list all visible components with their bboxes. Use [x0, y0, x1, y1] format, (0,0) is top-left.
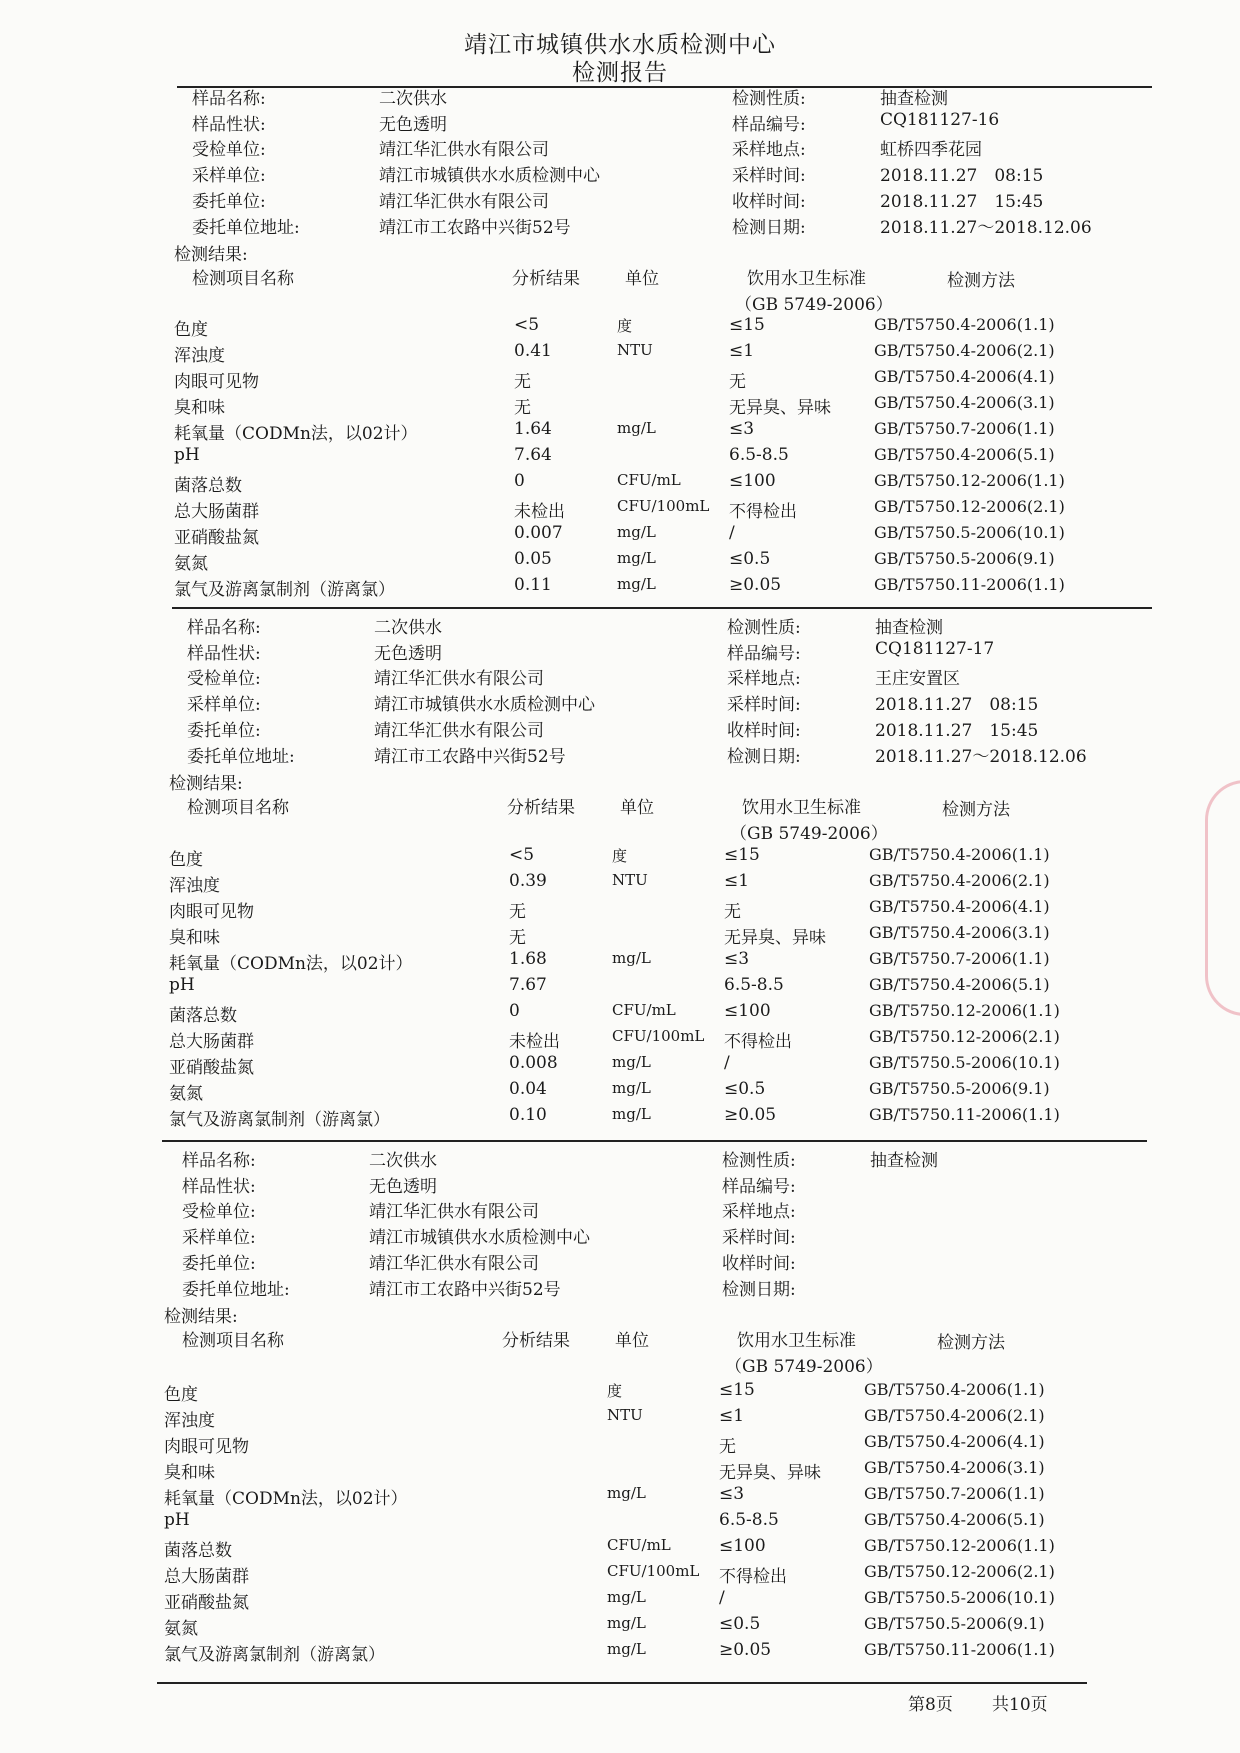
cell-method: GB/T5750.4-2006(3.1) [864, 1458, 1045, 1477]
cell-method: GB/T5750.7-2006(1.1) [869, 949, 1050, 968]
label-client-address: 委托单位地址: [187, 746, 295, 767]
col-header-item: 检测项目名称 [182, 1331, 284, 1351]
cell-standard: 无异臭、异味 [724, 928, 826, 948]
cell-result: 0.04 [509, 1079, 547, 1099]
cell-result: 0.11 [514, 575, 552, 595]
value-sampling-unit: 靖江市城镇供水水质检测中心 [379, 166, 600, 187]
cell-item-name: 耗氧量（CODMn法，以02计） [164, 1489, 408, 1509]
label-client-unit: 委托单位: [187, 720, 261, 741]
col-header-unit: 单位 [620, 798, 654, 818]
cell-standard: ≤1 [719, 1406, 745, 1426]
cell-method: GB/T5750.5-2006(9.1) [874, 549, 1055, 568]
cell-result: 未检出 [509, 1032, 560, 1052]
table-row [174, 497, 1174, 521]
cell-method: GB/T5750.12-2006(2.1) [874, 497, 1065, 516]
sample-info-row [167, 742, 1167, 766]
cell-unit: mg/L [612, 1105, 651, 1123]
sample-info-row [172, 135, 1172, 159]
label-sample-name: 样品名称: [182, 1151, 256, 1171]
value-client-address: 靖江市工农路中兴街52号 [379, 217, 571, 238]
col-header-std-code: （GB 5749-2006） [730, 824, 888, 844]
cell-standard: 无 [729, 372, 746, 392]
cell-method: GB/T5750.5-2006(10.1) [864, 1588, 1055, 1607]
label-receipt-time: 收样时间: [722, 1253, 796, 1274]
cell-result: 0.008 [509, 1053, 558, 1073]
cell-item-name: 耗氧量（CODMn法，以02计） [174, 424, 418, 444]
cell-item-name: 氨氮 [174, 554, 208, 574]
sample-info-row [167, 639, 1167, 663]
label-sample-no: 样品编号: [727, 643, 801, 664]
label-sample-no: 样品编号: [732, 114, 806, 135]
cell-result: 7.64 [514, 445, 552, 465]
value-client-unit: 靖江华汇供水有限公司 [374, 720, 544, 741]
cell-standard: / [729, 523, 735, 543]
cell-item-name: pH [169, 975, 195, 995]
table-row [169, 845, 1169, 869]
cell-standard: ≤100 [719, 1536, 766, 1556]
cell-unit: 度 [617, 317, 633, 335]
cell-result: <5 [514, 315, 540, 335]
col-header-unit: 单位 [625, 269, 659, 289]
cell-standard: ≤0.5 [729, 549, 771, 569]
label-client-address: 委托单位地址: [182, 1279, 290, 1300]
label-sample-state: 样品性状: [192, 114, 266, 135]
table-row [164, 1536, 1164, 1560]
cell-method: GB/T5750.7-2006(1.1) [864, 1484, 1045, 1503]
label-sampling-time: 采样时间: [722, 1228, 796, 1249]
section-top-rule [172, 607, 1152, 609]
cell-standard: ≤1 [729, 341, 755, 361]
sample-info-row [162, 1275, 1162, 1299]
cell-item-name: 色度 [169, 850, 203, 870]
cell-unit: CFU/100mL [612, 1027, 705, 1045]
value-client-address: 靖江市工农路中兴街52号 [369, 1279, 561, 1300]
cell-standard: / [719, 1588, 725, 1608]
table-row [174, 445, 1174, 469]
cell-item-name: 总大肠菌群 [164, 1567, 249, 1587]
table-row [169, 1079, 1169, 1103]
cell-result: 0.10 [509, 1105, 547, 1125]
sample-info-row [167, 690, 1167, 714]
cell-standard: 无异臭、异味 [719, 1463, 821, 1483]
label-receipt-time: 收样时间: [732, 191, 806, 212]
cell-standard: ≤1 [724, 871, 750, 891]
cell-unit: CFU/mL [617, 471, 681, 489]
cell-standard: ≤3 [719, 1484, 745, 1504]
label-sample-state: 样品性状: [187, 643, 261, 664]
label-inspected-unit: 受检单位: [192, 140, 266, 161]
value-inspected-unit: 靖江华汇供水有限公司 [374, 669, 544, 690]
sample-info-row [167, 613, 1167, 637]
col-header-std-code: （GB 5749-2006） [735, 295, 893, 315]
col-header-unit: 单位 [615, 1331, 649, 1351]
value-sample-name: 二次供水 [374, 618, 442, 638]
col-header-std: 饮用水卫生标准 [742, 798, 861, 818]
label-sampling-unit: 采样单位: [187, 695, 261, 716]
cell-method: GB/T5750.4-2006(4.1) [874, 367, 1055, 386]
value-test-nature: 抽查检测 [875, 618, 943, 638]
cell-method: GB/T5750.12-2006(1.1) [874, 471, 1065, 490]
col-header-std-code: （GB 5749-2006） [725, 1357, 883, 1377]
cell-unit: mg/L [617, 575, 656, 593]
value-inspected-unit: 靖江华汇供水有限公司 [369, 1202, 539, 1223]
cell-standard: ≥0.05 [719, 1640, 772, 1660]
cell-standard: ≤100 [729, 471, 776, 491]
cell-method: GB/T5750.5-2006(10.1) [874, 523, 1065, 542]
value-sample-name: 二次供水 [379, 89, 447, 109]
cell-item-name: 菌落总数 [169, 1006, 237, 1026]
cell-result: 7.67 [509, 975, 547, 995]
col-header-result: 分析结果 [502, 1331, 570, 1351]
table-row [174, 367, 1174, 391]
table-row [174, 549, 1174, 573]
cell-standard: ≤3 [724, 949, 750, 969]
table-row [164, 1484, 1164, 1508]
cell-unit: mg/L [607, 1640, 646, 1658]
label-sampling-time: 采样时间: [727, 695, 801, 716]
label-sampling-site: 采样地点: [727, 669, 801, 690]
col-header-item: 检测项目名称 [192, 269, 294, 289]
table-row [174, 341, 1174, 365]
table-row [164, 1406, 1164, 1430]
cell-item-name: 臭和味 [174, 398, 225, 418]
cell-item-name: 氯气及游离氯制剂（游离氯） [164, 1645, 385, 1665]
col-header-std: 饮用水卫生标准 [747, 269, 866, 289]
cell-item-name: 肉眼可见物 [169, 902, 254, 922]
value-test-nature: 抽查检测 [880, 89, 948, 109]
cell-unit: NTU [607, 1406, 643, 1424]
value-client-unit: 靖江华汇供水有限公司 [369, 1253, 539, 1274]
cell-item-name: 耗氧量（CODMn法，以02计） [169, 954, 413, 974]
table-row [164, 1458, 1164, 1482]
value-sampling-unit: 靖江市城镇供水水质检测中心 [369, 1228, 590, 1249]
cell-method: GB/T5750.4-2006(3.1) [874, 393, 1055, 412]
cell-unit: CFU/100mL [617, 497, 710, 515]
table-row [169, 871, 1169, 895]
table-row [169, 1105, 1169, 1129]
table-row [174, 393, 1174, 417]
cell-result: 无 [509, 902, 526, 922]
sample-info-row [162, 1223, 1162, 1247]
cell-item-name: 肉眼可见物 [174, 372, 259, 392]
cell-method: GB/T5750.12-2006(1.1) [869, 1001, 1060, 1020]
label-sample-name: 样品名称: [187, 618, 261, 638]
value-test-date: 2018.11.27～2018.12.06 [875, 746, 1087, 767]
table-row [169, 975, 1169, 999]
value-client-address: 靖江市工农路中兴街52号 [374, 746, 566, 767]
page-total: 共10页 [992, 1695, 1048, 1715]
cell-result: 未检出 [514, 502, 565, 522]
cell-item-name: 氨氮 [164, 1619, 198, 1639]
cell-result: 0.007 [514, 523, 563, 543]
label-test-nature: 检测性质: [722, 1151, 796, 1171]
cell-unit: CFU/mL [607, 1536, 671, 1554]
cell-method: GB/T5750.4-2006(5.1) [874, 445, 1055, 464]
cell-standard: ≥0.05 [729, 575, 782, 595]
cell-method: GB/T5750.12-2006(2.1) [864, 1562, 1055, 1581]
cell-method: GB/T5750.5-2006(9.1) [869, 1079, 1050, 1098]
cell-result: 0.05 [514, 549, 552, 569]
label-client-unit: 委托单位: [182, 1253, 256, 1274]
cell-result: 0 [514, 471, 525, 491]
label-sampling-unit: 采样单位: [182, 1228, 256, 1249]
col-header-result: 分析结果 [507, 798, 575, 818]
table-row [164, 1640, 1164, 1664]
value-receipt-time: 2018.11.27 15:45 [875, 720, 1039, 741]
report-org-title: 靖江市城镇供水水质检测中心 [464, 32, 776, 58]
label-client-address: 委托单位地址: [192, 217, 300, 238]
cell-result: 无 [509, 928, 526, 948]
cell-standard: ≤0.5 [724, 1079, 766, 1099]
value-sample-state: 无色透明 [379, 114, 447, 135]
table-row [169, 897, 1169, 921]
cell-standard: 不得检出 [724, 1032, 792, 1052]
cell-unit: mg/L [617, 549, 656, 567]
label-client-unit: 委托单位: [192, 191, 266, 212]
value-receipt-time: 2018.11.27 15:45 [880, 191, 1044, 212]
cell-item-name: 亚硝酸盐氮 [169, 1058, 254, 1078]
cell-method: GB/T5750.7-2006(1.1) [874, 419, 1055, 438]
cell-standard: / [724, 1053, 730, 1073]
value-sampling-site: 虹桥四季花园 [880, 140, 982, 161]
table-row [164, 1380, 1164, 1404]
col-header-method: 检测方法 [942, 800, 1010, 820]
cell-unit: CFU/mL [612, 1001, 676, 1019]
cell-item-name: 亚硝酸盐氮 [164, 1593, 249, 1613]
section-bottom-rule [162, 1140, 1137, 1142]
value-test-nature: 抽查检测 [870, 1151, 938, 1171]
cell-unit: CFU/100mL [607, 1562, 700, 1580]
value-test-date: 2018.11.27～2018.12.06 [880, 217, 1092, 238]
table-row [174, 575, 1174, 599]
cell-method: GB/T5750.4-2006(4.1) [864, 1432, 1045, 1451]
cell-standard: ≤15 [719, 1380, 755, 1400]
cell-standard: 6.5-8.5 [724, 975, 784, 995]
cell-unit: mg/L [607, 1588, 646, 1606]
value-sample-state: 无色透明 [374, 643, 442, 664]
cell-unit: mg/L [607, 1484, 646, 1502]
col-header-method: 检测方法 [937, 1333, 1005, 1353]
sample-info-row [172, 161, 1172, 185]
col-header-result: 分析结果 [512, 269, 580, 289]
value-sampling-time: 2018.11.27 08:15 [875, 695, 1039, 716]
cell-method: GB/T5750.5-2006(9.1) [864, 1614, 1045, 1633]
sample-info-row [162, 1172, 1162, 1196]
cell-method: GB/T5750.4-2006(2.1) [864, 1406, 1045, 1425]
cell-standard: ≤0.5 [719, 1614, 761, 1634]
col-header-item: 检测项目名称 [187, 798, 289, 818]
label-test-date: 检测日期: [722, 1279, 796, 1300]
cell-item-name: 色度 [164, 1385, 198, 1405]
sample-info-row [172, 110, 1172, 134]
label-test-nature: 检测性质: [727, 618, 801, 638]
cell-standard: ≤100 [724, 1001, 771, 1021]
label-sample-name: 样品名称: [192, 89, 266, 109]
cell-item-name: 总大肠菌群 [169, 1032, 254, 1052]
cell-item-name: 氯气及游离氯制剂（游离氯） [169, 1110, 390, 1130]
cell-standard: 无 [724, 902, 741, 922]
value-sampling-time: 2018.11.27 08:15 [880, 166, 1044, 187]
cell-unit: mg/L [612, 949, 651, 967]
cell-method: GB/T5750.12-2006(2.1) [869, 1027, 1060, 1046]
cell-item-name: pH [174, 445, 200, 465]
sample-info-row [162, 1146, 1162, 1170]
cell-result: <5 [509, 845, 535, 865]
cell-method: GB/T5750.5-2006(10.1) [869, 1053, 1060, 1072]
cell-method: GB/T5750.11-2006(1.1) [869, 1105, 1060, 1124]
value-sample-name: 二次供水 [369, 1151, 437, 1171]
cell-standard: 无 [719, 1437, 736, 1457]
value-sampling-unit: 靖江市城镇供水水质检测中心 [374, 695, 595, 716]
results-label: 检测结果: [169, 774, 243, 794]
page-number: 第8页 [908, 1695, 953, 1715]
cell-item-name: 亚硝酸盐氮 [174, 528, 259, 548]
cell-unit: mg/L [612, 1079, 651, 1097]
label-sampling-unit: 采样单位: [192, 166, 266, 187]
cell-unit: mg/L [617, 523, 656, 541]
value-sample-no: CQ181127-17 [875, 638, 995, 659]
cell-result: 0 [509, 1001, 520, 1021]
label-test-nature: 检测性质: [732, 89, 806, 109]
cell-item-name: 肉眼可见物 [164, 1437, 249, 1457]
cell-method: GB/T5750.4-2006(1.1) [869, 845, 1050, 864]
sample-info-row [162, 1249, 1162, 1273]
table-row [174, 523, 1174, 547]
value-sample-no: CQ181127-16 [880, 109, 1000, 130]
report-title: 检测报告 [572, 60, 668, 86]
sample-info-row [167, 716, 1167, 740]
cell-item-name: 臭和味 [169, 928, 220, 948]
cell-unit: mg/L [617, 419, 656, 437]
col-header-method: 检测方法 [947, 271, 1015, 291]
sample-info-row [167, 664, 1167, 688]
sample-info-row [162, 1197, 1162, 1221]
cell-standard: 不得检出 [719, 1567, 787, 1587]
label-receipt-time: 收样时间: [727, 720, 801, 741]
label-test-date: 检测日期: [732, 217, 806, 238]
table-row [174, 471, 1174, 495]
cell-unit: NTU [617, 341, 653, 359]
cell-item-name: pH [164, 1510, 190, 1530]
cell-item-name: 氨氮 [169, 1084, 203, 1104]
seal-stamp [1205, 780, 1240, 1016]
label-test-date: 检测日期: [727, 746, 801, 767]
cell-result: 1.64 [514, 419, 552, 439]
cell-result: 无 [514, 398, 531, 418]
cell-standard: ≤15 [729, 315, 765, 335]
col-header-std: 饮用水卫生标准 [737, 1331, 856, 1351]
table-row [169, 949, 1169, 973]
cell-standard: 不得检出 [729, 502, 797, 522]
table-row [169, 1027, 1169, 1051]
label-sampling-time: 采样时间: [732, 166, 806, 187]
cell-method: GB/T5750.4-2006(1.1) [864, 1380, 1045, 1399]
cell-standard: 无异臭、异味 [729, 398, 831, 418]
sample-info-row [172, 84, 1172, 108]
cell-item-name: 浑浊度 [174, 346, 225, 366]
results-label: 检测结果: [164, 1307, 238, 1327]
footer-rule [157, 1682, 1087, 1684]
table-row [169, 923, 1169, 947]
cell-unit: mg/L [612, 1053, 651, 1071]
table-row [164, 1510, 1164, 1534]
cell-item-name: 浑浊度 [169, 876, 220, 896]
label-sample-no: 样品编号: [722, 1176, 796, 1197]
cell-method: GB/T5750.4-2006(2.1) [869, 871, 1050, 890]
cell-standard: ≤3 [729, 419, 755, 439]
table-row [174, 419, 1174, 443]
cell-unit: 度 [612, 847, 628, 865]
cell-item-name: 总大肠菌群 [174, 502, 259, 522]
cell-method: GB/T5750.4-2006(4.1) [869, 897, 1050, 916]
label-inspected-unit: 受检单位: [187, 669, 261, 690]
label-inspected-unit: 受检单位: [182, 1202, 256, 1223]
cell-method: GB/T5750.4-2006(2.1) [874, 341, 1055, 360]
value-client-unit: 靖江华汇供水有限公司 [379, 191, 549, 212]
cell-item-name: 氯气及游离氯制剂（游离氯） [174, 580, 395, 600]
cell-method: GB/T5750.11-2006(1.1) [874, 575, 1065, 594]
cell-unit: 度 [607, 1382, 623, 1400]
cell-method: GB/T5750.11-2006(1.1) [864, 1640, 1055, 1659]
table-row [169, 1053, 1169, 1077]
cell-result: 0.41 [514, 341, 552, 361]
cell-result: 1.68 [509, 949, 547, 969]
cell-item-name: 菌落总数 [164, 1541, 232, 1561]
cell-item-name: 臭和味 [164, 1463, 215, 1483]
cell-unit: mg/L [607, 1614, 646, 1632]
table-row [169, 1001, 1169, 1025]
label-sampling-site: 采样地点: [722, 1202, 796, 1223]
cell-result: 无 [514, 372, 531, 392]
cell-method: GB/T5750.4-2006(3.1) [869, 923, 1050, 942]
sample-info-row [172, 187, 1172, 211]
value-inspected-unit: 靖江华汇供水有限公司 [379, 140, 549, 161]
cell-item-name: 菌落总数 [174, 476, 242, 496]
sample-info-row [172, 213, 1172, 237]
table-row [174, 315, 1174, 339]
cell-standard: ≤15 [724, 845, 760, 865]
value-sampling-site: 王庄安置区 [875, 669, 960, 690]
table-row [164, 1432, 1164, 1456]
cell-standard: ≥0.05 [724, 1105, 777, 1125]
cell-method: GB/T5750.12-2006(1.1) [864, 1536, 1055, 1555]
results-label: 检测结果: [174, 245, 248, 265]
label-sample-state: 样品性状: [182, 1176, 256, 1197]
cell-standard: 6.5-8.5 [719, 1510, 779, 1530]
cell-method: GB/T5750.4-2006(5.1) [864, 1510, 1045, 1529]
cell-method: GB/T5750.4-2006(1.1) [874, 315, 1055, 334]
table-row [164, 1562, 1164, 1586]
table-row [164, 1614, 1164, 1638]
table-row [164, 1588, 1164, 1612]
cell-item-name: 浑浊度 [164, 1411, 215, 1431]
cell-unit: NTU [612, 871, 648, 889]
cell-result: 0.39 [509, 871, 547, 891]
label-sampling-site: 采样地点: [732, 140, 806, 161]
cell-method: GB/T5750.4-2006(5.1) [869, 975, 1050, 994]
value-sample-state: 无色透明 [369, 1176, 437, 1197]
cell-standard: 6.5-8.5 [729, 445, 789, 465]
cell-item-name: 色度 [174, 320, 208, 340]
